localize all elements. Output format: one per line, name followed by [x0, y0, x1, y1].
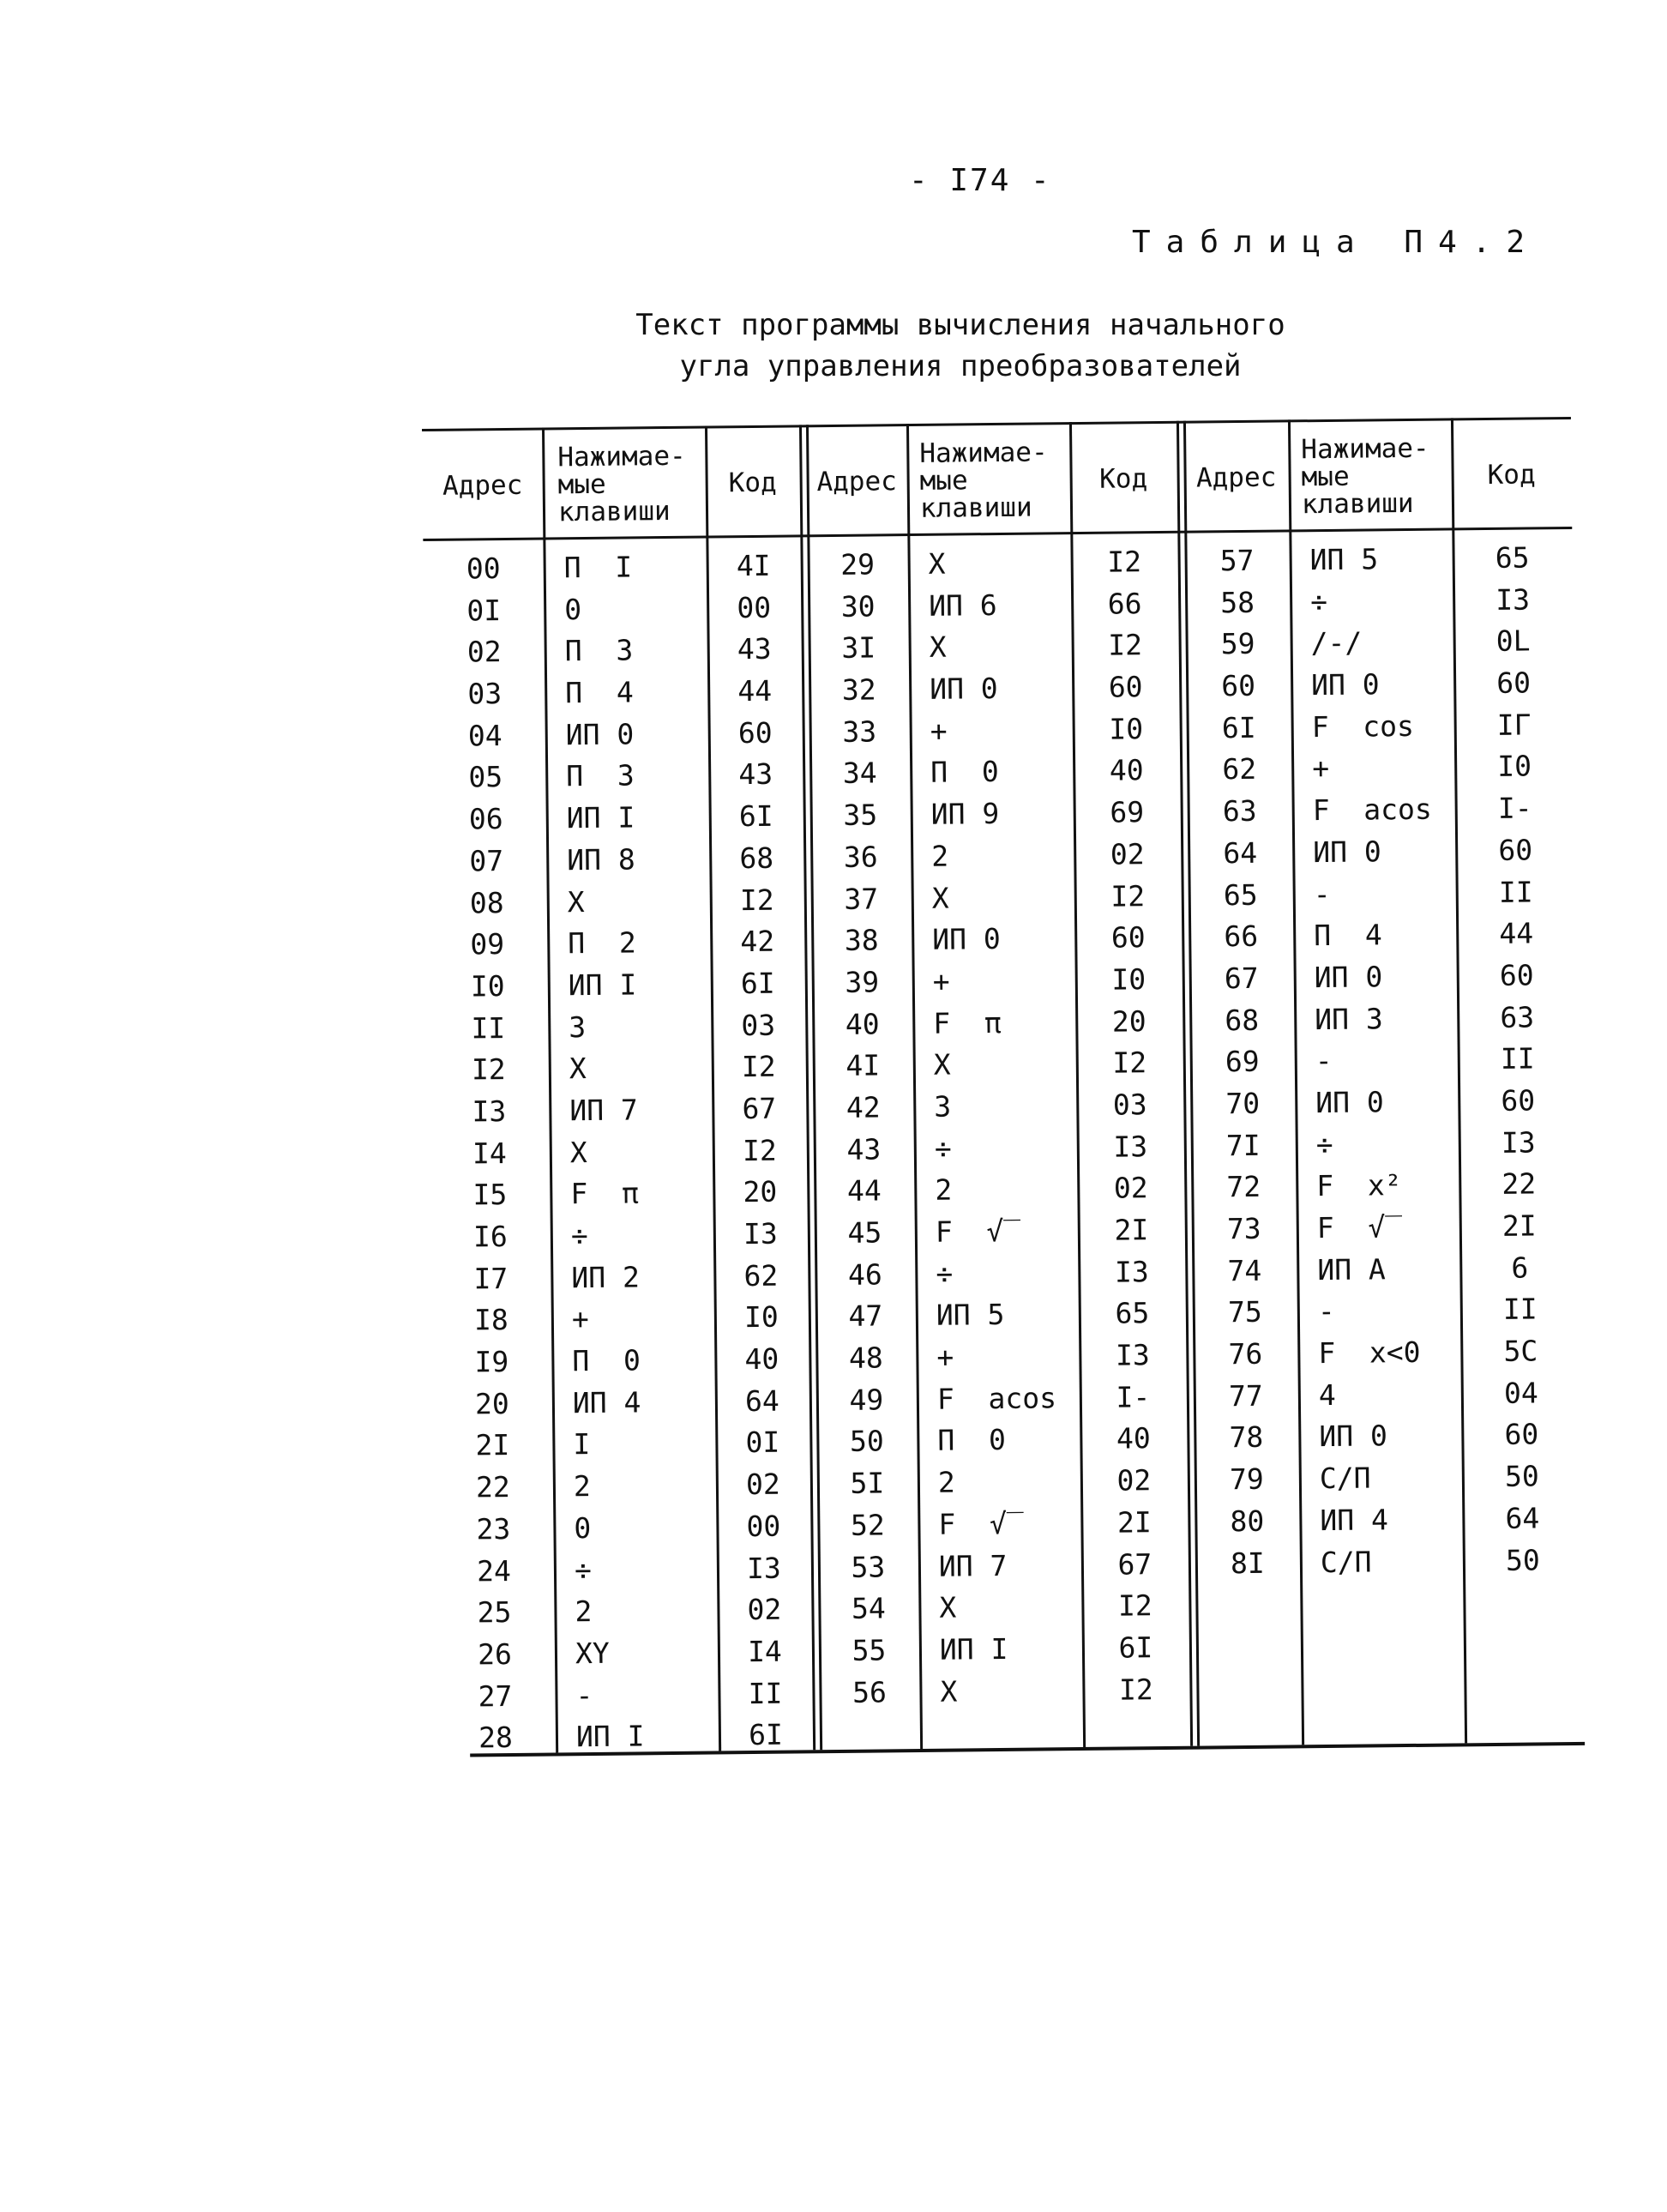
address-cell: 7I	[1225, 1128, 1261, 1162]
keys-cell: ИП 0	[1310, 667, 1380, 702]
address-cell: 20	[474, 1386, 509, 1421]
address-cell: 0I	[466, 593, 502, 628]
address-cell: 69	[1225, 1045, 1260, 1079]
keys-column	[1289, 538, 1463, 1583]
address-cell: 74	[1227, 1253, 1262, 1287]
code-cell: 43	[737, 632, 772, 666]
keys-cell: -	[1317, 1294, 1335, 1329]
keys-cell: F acos	[936, 1381, 1057, 1416]
keys-cell: X	[569, 1135, 587, 1169]
code-cell: 65	[1495, 540, 1530, 575]
keys-cell: ИП 2	[571, 1260, 641, 1294]
address-column	[1184, 539, 1300, 1584]
code-cell: II	[1500, 1041, 1535, 1076]
address-cell: 79	[1229, 1462, 1264, 1497]
code-cell: 5C	[1503, 1334, 1538, 1368]
code-column	[1070, 541, 1189, 1711]
code-cell: 00	[746, 1509, 781, 1543]
code-cell: I0	[743, 1300, 779, 1335]
code-cell: II	[748, 1676, 783, 1710]
code-cell: 6I	[738, 799, 773, 834]
address-cell: 8I	[1230, 1546, 1265, 1580]
keys-cell: ИП 4	[572, 1385, 641, 1419]
address-cell: 60	[1221, 668, 1256, 703]
address-cell: I9	[474, 1345, 509, 1379]
code-cell: 67	[742, 1091, 777, 1126]
keys-cell: X	[933, 1047, 951, 1082]
code-cell: 63	[1500, 1000, 1535, 1034]
code-cell: 50	[1504, 1459, 1539, 1493]
keys-cell: П 4	[565, 675, 634, 710]
address-cell: I6	[472, 1220, 508, 1254]
address-cell: 78	[1229, 1420, 1264, 1455]
code-column	[706, 545, 813, 1757]
code-cell: 50	[1505, 1542, 1540, 1577]
header-code: Код	[1098, 463, 1148, 495]
address-cell: 45	[847, 1215, 882, 1250]
address-cell: 00	[466, 551, 501, 586]
keys-cell: ИП 6	[928, 588, 997, 623]
keys-cell: ИП 7	[938, 1548, 1008, 1583]
keys-cell: ÷	[934, 1131, 952, 1166]
code-cell: II	[1502, 1292, 1538, 1327]
address-cell: 50	[849, 1424, 884, 1459]
code-cell: 0I	[745, 1425, 780, 1460]
address-cell: 40	[845, 1007, 880, 1041]
header-keys: Нажимае- мые клавиши	[557, 440, 686, 528]
keys-cell: ИП A	[1317, 1251, 1387, 1287]
keys-cell: 2	[573, 1469, 591, 1504]
keys-cell: С/П	[1320, 1544, 1372, 1579]
keys-cell: X	[928, 546, 946, 581]
address-cell: I4	[472, 1136, 507, 1171]
keys-column	[543, 546, 719, 1759]
keys-cell: X	[940, 1674, 958, 1709]
keys-cell: ÷	[936, 1257, 954, 1291]
address-column	[807, 544, 919, 1714]
keys-cell: 0	[564, 592, 582, 626]
address-cell: 53	[851, 1549, 886, 1584]
address-cell: 27	[478, 1679, 513, 1713]
address-cell: I7	[473, 1261, 509, 1296]
keys-cell: ИП 0	[565, 717, 635, 752]
code-cell: 2I	[1114, 1213, 1149, 1247]
code-cell: 0L	[1495, 624, 1531, 659]
code-cell: I2	[1112, 1046, 1147, 1080]
address-cell: 47	[848, 1299, 883, 1334]
code-cell: 60	[1498, 833, 1533, 867]
code-cell: I2	[739, 883, 774, 917]
address-cell: 42	[846, 1090, 881, 1124]
address-cell: 08	[469, 885, 504, 919]
address-cell: I8	[473, 1303, 509, 1337]
address-cell: 02	[466, 635, 502, 669]
code-cell: 42	[740, 924, 775, 959]
address-cell: I3	[472, 1094, 507, 1129]
program-table	[422, 417, 1585, 1767]
keys-cell: X	[929, 630, 947, 665]
address-cell: 46	[847, 1257, 882, 1292]
address-cell: 39	[845, 965, 880, 999]
header-address: Адрес	[1195, 461, 1277, 494]
keys-cell: П 4	[1314, 918, 1382, 953]
keys-cell: ИП 8	[567, 842, 635, 877]
address-cell: 80	[1230, 1504, 1265, 1539]
page-number: - I74 -	[909, 163, 1051, 198]
keys-cell: П 2	[568, 925, 636, 961]
keys-cell: X	[939, 1590, 957, 1624]
code-cell: 68	[739, 841, 774, 875]
keys-cell: F √‾	[935, 1214, 1021, 1249]
keys-cell: 2	[935, 1172, 953, 1208]
keys-cell: С/П	[1319, 1461, 1371, 1496]
code-cell: I3	[743, 1216, 778, 1251]
header-address: Адрес	[816, 466, 898, 498]
code-column	[1452, 537, 1583, 1582]
caption-line-2: угла управления преобразователей	[679, 349, 1242, 383]
code-cell: 02	[1116, 1463, 1152, 1498]
keys-cell: ИП 0	[930, 672, 998, 706]
code-cell: I2	[1110, 878, 1146, 913]
code-cell: I2	[1118, 1672, 1154, 1707]
keys-cell: /-/	[1310, 625, 1363, 660]
keys-cell: 2	[931, 839, 949, 873]
code-cell: I3	[746, 1551, 782, 1585]
keys-cell: ÷	[574, 1552, 593, 1587]
keys-cell: ИП 0	[932, 922, 1001, 956]
code-cell: I3	[1501, 1125, 1536, 1160]
code-cell: I3	[1114, 1254, 1149, 1289]
keys-cell: +	[936, 1340, 954, 1374]
code-cell: 6I	[740, 966, 775, 1001]
address-cell: 3I	[841, 630, 876, 666]
address-cell: 07	[469, 843, 504, 878]
code-cell: 60	[1501, 1083, 1536, 1118]
address-cell: 37	[844, 881, 879, 916]
address-cell: 33	[842, 714, 877, 749]
keys-cell: ИП 5	[1309, 542, 1379, 577]
keys-cell: ИП 5	[936, 1298, 1005, 1333]
code-cell: II	[1498, 874, 1533, 909]
keys-cell: ИП 0	[1315, 1085, 1384, 1120]
address-cell: 30	[840, 589, 876, 624]
address-cell: 09	[470, 927, 505, 961]
address-cell: 49	[849, 1383, 884, 1417]
address-cell: 29	[840, 547, 876, 582]
code-cell: IГ	[1496, 708, 1532, 742]
code-cell: 02	[1110, 837, 1145, 871]
keys-cell: ИП I	[568, 967, 637, 1003]
keys-cell: ИП 0	[1313, 835, 1381, 869]
code-cell: 62	[743, 1258, 779, 1293]
header-keys: Нажимае- мые клавиши	[919, 437, 1048, 524]
keys-cell: +	[930, 714, 948, 748]
code-cell: I0	[1497, 749, 1532, 784]
code-cell: I2	[741, 1049, 776, 1084]
address-cell: 54	[851, 1591, 887, 1626]
address-cell: 65	[1223, 877, 1258, 912]
code-cell: I0	[1109, 711, 1144, 746]
code-cell: 2I	[1116, 1504, 1152, 1540]
address-cell: 77	[1228, 1378, 1263, 1413]
table-caption	[600, 304, 1321, 387]
code-cell: I-	[1497, 791, 1532, 826]
address-cell: 35	[843, 798, 878, 833]
header-code: Код	[1487, 459, 1536, 491]
address-cell: 5I	[850, 1466, 885, 1500]
code-cell: 60	[1108, 670, 1143, 704]
address-cell: 62	[1222, 752, 1257, 787]
code-cell: 65	[1115, 1296, 1150, 1330]
address-cell: 43	[846, 1132, 882, 1166]
keys-column	[907, 542, 1082, 1713]
keys-cell: F √‾	[938, 1506, 1024, 1541]
code-cell: 6I	[1118, 1630, 1153, 1665]
address-cell: 56	[852, 1674, 888, 1709]
address-cell: 57	[1219, 543, 1255, 578]
address-cell: 52	[850, 1508, 885, 1542]
code-cell: 03	[741, 1008, 776, 1042]
keys-cell: F x<0	[1318, 1335, 1421, 1371]
code-cell: I2	[1107, 545, 1142, 579]
address-cell: 59	[1220, 627, 1255, 661]
address-cell: I0	[470, 968, 505, 1004]
address-cell: 04	[467, 718, 503, 753]
address-cell: 2I	[475, 1428, 510, 1462]
code-cell: 60	[1110, 920, 1146, 955]
code-cell: 60	[1496, 666, 1532, 700]
code-cell: 43	[738, 757, 773, 792]
code-cell: I4	[747, 1634, 783, 1668]
keys-cell: XY	[575, 1636, 610, 1671]
code-cell: 4I	[736, 548, 771, 583]
code-cell: 04	[1503, 1376, 1538, 1410]
code-cell: I2	[742, 1133, 777, 1167]
keys-cell: X	[567, 884, 585, 919]
code-cell: 64	[744, 1383, 779, 1418]
keys-cell: ÷	[570, 1219, 588, 1253]
keys-cell: ИП 0	[1319, 1419, 1388, 1454]
code-cell: 64	[1505, 1501, 1540, 1535]
code-cell: 40	[1109, 753, 1144, 788]
address-cell: 24	[476, 1553, 512, 1588]
code-cell: 66	[1107, 586, 1142, 621]
code-cell: 03	[1112, 1088, 1147, 1122]
keys-cell: X	[569, 1052, 587, 1086]
address-cell: 4I	[846, 1048, 881, 1083]
code-cell: I3	[1495, 582, 1531, 617]
keys-cell: 2	[575, 1594, 593, 1629]
address-cell: 28	[478, 1721, 514, 1755]
keys-cell: X	[931, 881, 949, 915]
keys-cell: ИП I	[566, 800, 635, 835]
keys-cell: 3	[934, 1089, 952, 1124]
keys-cell: П 0	[572, 1343, 641, 1378]
keys-cell: ИП I	[939, 1631, 1008, 1667]
keys-cell: П 0	[937, 1423, 1007, 1458]
address-cell: 05	[468, 760, 503, 794]
address-column	[423, 548, 556, 1760]
address-cell: I5	[472, 1178, 508, 1212]
keys-cell: +	[932, 964, 950, 998]
address-cell: 63	[1222, 793, 1257, 829]
keys-cell: -	[575, 1678, 593, 1712]
code-cell: I2	[1117, 1588, 1152, 1623]
address-cell: 75	[1227, 1295, 1262, 1329]
keys-cell: F cos	[1311, 708, 1415, 744]
address-cell: 48	[848, 1341, 883, 1375]
code-cell: 20	[1111, 1004, 1146, 1039]
keys-cell: П 0	[930, 755, 999, 790]
address-cell: 22	[475, 1470, 511, 1504]
keys-cell: +	[571, 1302, 589, 1336]
code-cell: I-	[1116, 1379, 1151, 1414]
keys-cell: ИП 4	[1320, 1503, 1389, 1537]
code-cell: I0	[1111, 962, 1146, 997]
keys-cell: 3	[569, 1010, 587, 1044]
address-cell: 72	[1226, 1170, 1261, 1204]
keys-cell: F √‾	[1316, 1210, 1403, 1245]
keys-cell: 0	[574, 1510, 592, 1546]
code-cell: 2I	[1502, 1208, 1537, 1243]
keys-cell: -	[1313, 877, 1331, 911]
keys-cell: F x²	[1316, 1168, 1402, 1203]
address-cell: 06	[468, 802, 503, 836]
keys-cell: ÷	[1309, 584, 1328, 618]
address-cell: 34	[842, 756, 877, 791]
code-cell: 20	[743, 1175, 778, 1209]
keys-cell: ÷	[1315, 1127, 1333, 1161]
keys-cell: -	[1315, 1044, 1333, 1078]
address-cell: 26	[477, 1636, 513, 1672]
code-cell: 67	[1117, 1546, 1152, 1582]
address-cell: 6I	[1221, 710, 1256, 744]
code-cell: 22	[1502, 1166, 1537, 1202]
code-cell: 40	[1116, 1421, 1151, 1456]
address-cell: II	[471, 1010, 506, 1045]
code-cell: 6	[1511, 1251, 1529, 1285]
header-address: Адрес	[442, 469, 523, 502]
address-cell: 76	[1228, 1336, 1263, 1371]
address-cell: 36	[843, 840, 878, 874]
code-cell: 60	[737, 715, 773, 750]
address-cell: 44	[846, 1173, 882, 1208]
code-cell: 6I	[748, 1717, 784, 1752]
keys-cell: F π	[933, 1005, 1002, 1040]
keys-cell: ИП 7	[569, 1093, 639, 1128]
code-cell: 02	[745, 1467, 780, 1502]
address-cell: 03	[467, 677, 503, 711]
code-cell: 44	[1499, 916, 1534, 951]
code-cell: 02	[1113, 1171, 1148, 1205]
code-cell: I3	[1113, 1129, 1148, 1164]
code-cell: 00	[737, 590, 772, 624]
address-cell: 70	[1225, 1086, 1261, 1121]
address-cell: 66	[1224, 919, 1259, 954]
keys-cell: ИП 0	[1314, 960, 1383, 995]
keys-cell: +	[1312, 751, 1330, 786]
header-code: Код	[728, 467, 777, 499]
keys-cell: 2	[937, 1465, 955, 1499]
keys-cell: ИП 9	[930, 797, 1000, 831]
keys-cell: ИП 3	[1315, 1001, 1383, 1036]
address-cell: 38	[844, 923, 879, 958]
code-cell: 60	[1504, 1417, 1539, 1452]
address-cell: 23	[476, 1511, 511, 1546]
code-cell: I2	[1108, 628, 1143, 663]
address-cell: 68	[1225, 1003, 1260, 1037]
keys-cell: ИП I	[575, 1719, 645, 1754]
keys-cell: F π	[570, 1176, 640, 1211]
address-cell: 64	[1223, 835, 1258, 871]
header-keys: Нажимае- мые клавиши	[1301, 432, 1429, 521]
keys-cell: 4	[1318, 1377, 1336, 1412]
table-label: Таблица П4.2	[1132, 225, 1541, 260]
address-cell: 55	[852, 1633, 887, 1667]
caption-line-1: Текст программы вычисления начального	[635, 308, 1285, 342]
keys-cell: П 3	[564, 633, 634, 668]
code-cell: 02	[747, 1592, 782, 1627]
code-cell: 60	[1499, 958, 1534, 992]
address-cell: 58	[1220, 585, 1255, 619]
keys-cell: F acos	[1312, 792, 1432, 828]
keys-cell: П 3	[566, 758, 635, 793]
address-cell: 73	[1226, 1211, 1261, 1246]
keys-cell: I	[573, 1427, 591, 1462]
code-cell: 69	[1110, 795, 1145, 829]
code-cell: 40	[744, 1341, 779, 1377]
code-cell: 44	[737, 673, 773, 708]
address-cell: 67	[1224, 961, 1259, 996]
address-cell: 32	[841, 672, 876, 707]
code-cell: I3	[1115, 1338, 1150, 1372]
keys-cell: П I	[563, 550, 633, 585]
address-cell: I2	[471, 1052, 506, 1087]
address-cell: 25	[477, 1595, 512, 1630]
